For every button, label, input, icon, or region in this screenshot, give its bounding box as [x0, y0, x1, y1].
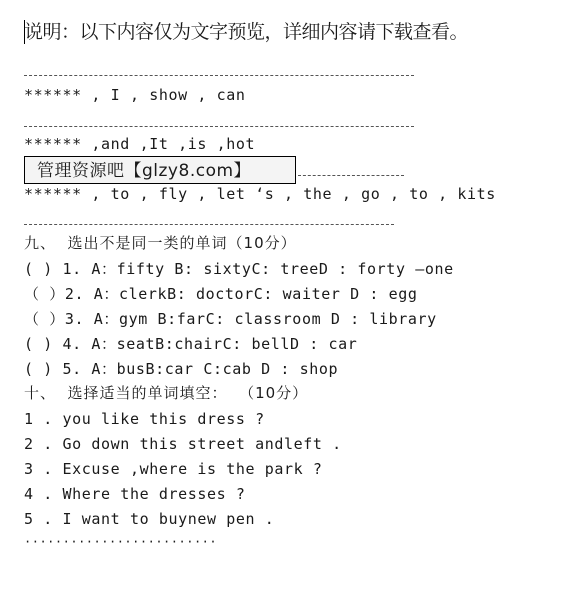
- separator-line: [298, 175, 404, 176]
- question-item: 5 . I want to buynew pen .: [24, 510, 275, 528]
- question-item: 1 . you like this dress ?: [24, 410, 265, 428]
- question-item: 2 . Go down this street andleft .: [24, 435, 342, 453]
- preview-notice: 说明：以下内容仅为文字预览，详细内容请下载查看。: [24, 21, 469, 43]
- separator-line: [24, 126, 414, 127]
- answer-row: ****** , I , show , can: [24, 86, 246, 104]
- answer-row: ****** ,and ,It ,is ,hot: [24, 135, 256, 153]
- continuation-dots: ·························: [24, 535, 218, 549]
- watermark-banner: 管理资源吧【glzy8.com】: [24, 156, 296, 184]
- section-nine-heading: 九、 选出不是同一类的单词（10分）: [24, 234, 297, 252]
- separator-line: [24, 224, 394, 225]
- question-item: ( ) 4. A：seatB:chairC: bellD : car: [24, 335, 358, 353]
- question-item: ( ) 5. A：busB:car C:cab D : shop: [24, 360, 339, 378]
- question-item: 4 . Where the dresses ?: [24, 485, 246, 503]
- question-item: ( ) 1. A：fifty B: sixtyC: treeD : forty –one: [24, 260, 454, 278]
- question-item: （ ）3. A：gym B:farC: classroom D : library: [24, 310, 437, 328]
- separator-line: [24, 75, 414, 76]
- question-item: 3 . Excuse ,where is the park ?: [24, 460, 323, 478]
- answer-row: ****** , to , fly , let ‘s , the , go , to , kits: [24, 185, 496, 203]
- question-item: （ ）2. A：clerkB: doctorC: waiter D : egg: [24, 285, 418, 303]
- section-ten-heading: 十、 选择适当的单词填空： （10分）: [24, 384, 309, 402]
